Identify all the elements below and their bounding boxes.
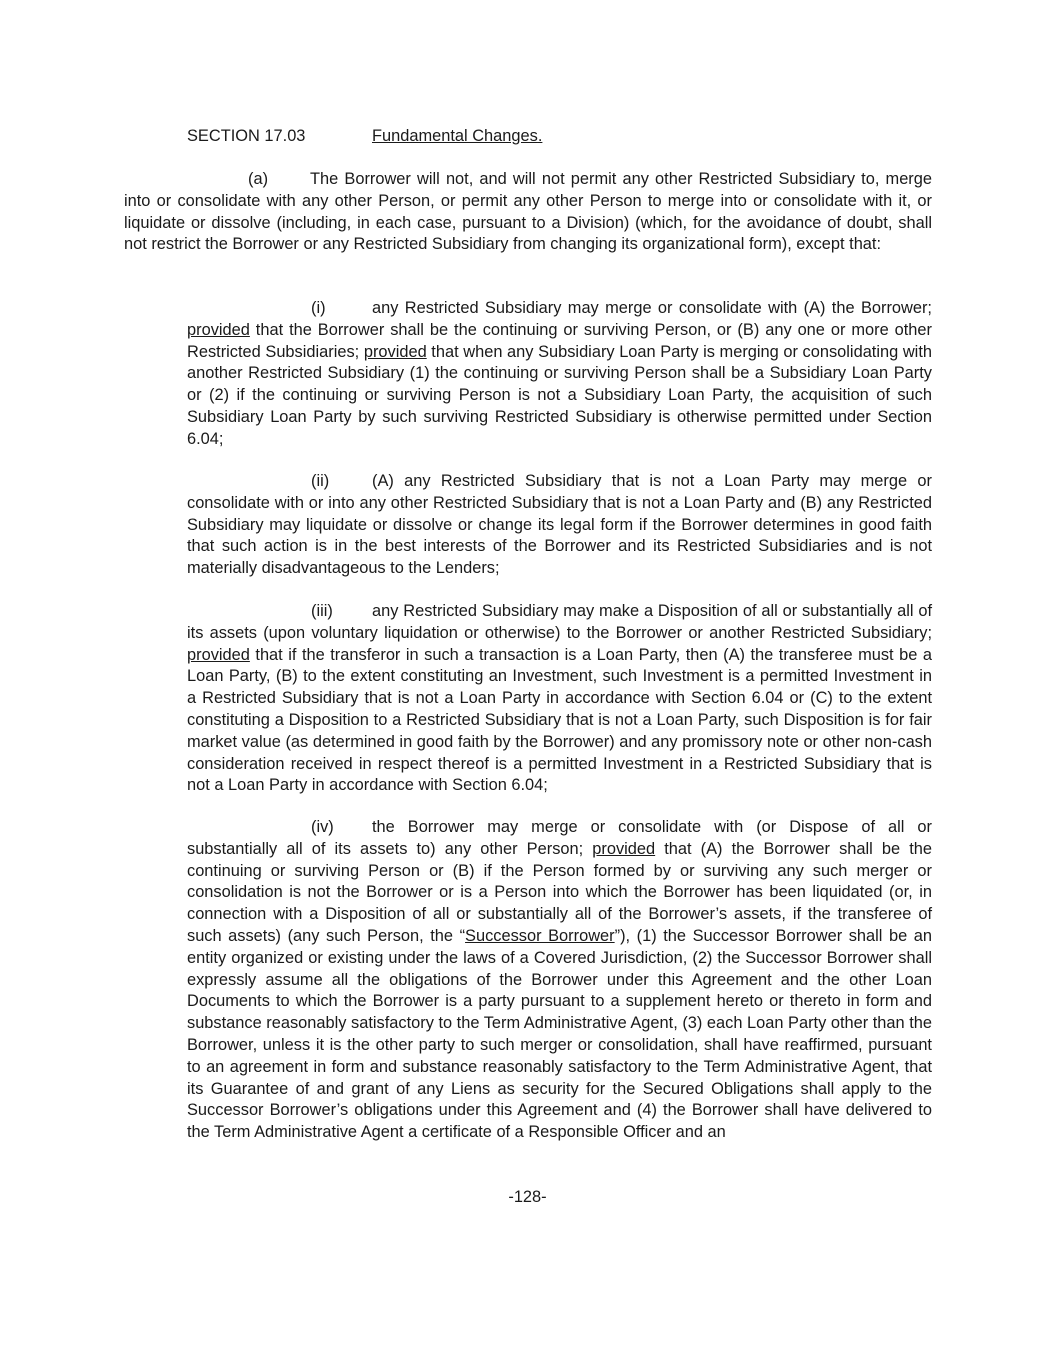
section-heading — [187, 126, 543, 148]
clause-ii — [187, 471, 932, 580]
provided-term: provided — [187, 320, 250, 339]
clause-iv-text-2: that (A) the Borrower shall be the continuing or surviving Person or (B) if the Person formed by or surviving any such merger or consolidation is not the Borrower or is a Person into which the Borrower has been liquidated (or, in connection with a Disposition of all or substantially all of the Borrower’s assets, if the transferee of such assets) (any such Person, the “ — [187, 839, 932, 945]
clause-iv-text-1: the Borrower may merge or consolidate with (or Dispose of all or substantially all of its assets to) any other Person; — [187, 818, 932, 858]
clause-i-label: (i) — [311, 299, 326, 317]
clause-i-text-3: that when any Subsidiary Loan Party is merging or consolidating with another Restricted Subsidiary (1) the continuing or surviving Person shall be a Subsidiary Loan Party or (2) if the continuing or surviving Person is not a Subsidiary Loan Party, the acquisition of such Subsidiary Loan Party by such surviving Restricted Subsidiary is otherwise permitted under Section 6.04; — [187, 342, 932, 448]
clause-iv-label: (iv) — [311, 818, 334, 836]
clause-iii-label: (iii) — [311, 602, 333, 620]
clause-iii-text-2: that if the transferor in such a transaction is a Loan Party, then (A) the transferee must be a Loan Party, (B) to the extent constituting an Investment, such Investment is a permitted Investment in a Restricted Subsidiary that is not a Loan Party in accordance with Section 6.04 or (C) to the extent constituting a Disposition to a Restricted Subsidiary that is not a Loan Party, such Disposition is for fair market value (as determined in good faith by the Borrower) and any promissory note or other non-cash consideration received in respect thereof is a permitted Investment in a Restricted Subsidiary that is not a Loan Party in accordance with Section 6.04; — [187, 645, 932, 795]
provided-term: provided — [592, 839, 656, 858]
paragraph-a — [124, 169, 932, 256]
provided-term: provided — [187, 645, 250, 664]
section-title — [372, 126, 542, 148]
paragraph-a-label: (a) — [248, 170, 269, 188]
section-title-period: . — [537, 127, 543, 145]
clause-iv-text-3: ”), (1) the Successor Borrower shall be an entity organized or existing under the laws of a Covered Jurisdiction, (2) the Successor Borrower shall expressly assume all the obligations of the Borrower under this Agreement and the other Loan Documents to which the Borrower is a party pursuant to a supplement hereto or thereto in form and substance reasonably satisfactory to the Term Administrative Agent, (3) each Loan Party other than the Borrower, unless it is the other party to such merger or consolidation, shall have reaffirmed, pursuant to an agreement in form and substance reasonably satisfactory to the Term Administrative Agent, that its Guarantee of and grant of any Liens as security for the Secured Obligations shall apply to the Successor Borrower’s obligations under this Agreement and (4) the Borrower shall have delivered to the Term Administrative Agent a certificate of a Responsible Officer and an — [187, 926, 932, 1142]
section-number: SECTION 17.03 — [187, 127, 306, 145]
clause-iii — [187, 601, 932, 797]
clause-i-text-1: any Restricted Subsidiary may merge or consolidate with (A) the Borrower; — [372, 299, 932, 317]
successor-borrower-term: Successor Borrower — [465, 926, 615, 945]
page-number: -128- — [508, 1188, 547, 1206]
clause-iv — [187, 817, 932, 1144]
clause-i — [187, 298, 932, 451]
clause-i-text-2: that the Borrower shall be the continuing or surviving Person, or (B) any one or more other Restricted Subsidiaries; — [187, 320, 932, 361]
paragraph-a-text: The Borrower will not, and will not permit any other Restricted Subsidiary to, merge into or consolidate with any other Person, or permit any other Person to merge into or consolidate with it, or liquidate or dissolve (including, in each case, pursuant to a Division) (which, for the avoidance of doubt, shall not restrict the Borrower or any Restricted Subsidiary from changing its organizational form), except that: — [124, 170, 932, 254]
provided-term: provided — [363, 342, 427, 361]
clause-ii-label: (ii) — [311, 472, 330, 490]
clause-iii-text-1: any Restricted Subsidiary may make a Disposition of all or substantially all of its assets (upon voluntary liquidation or otherwise) to the Borrower or another Restricted Subsidiary; — [187, 602, 932, 642]
section-title-text: Fundamental Changes — [372, 127, 538, 145]
clause-ii-text: (A) any Restricted Subsidiary that is not a Loan Party may merge or consolidate with or into any other Restricted Subsidiary that is not a Loan Party and (B) any Restricted Subsidiary may liquidate or dissolve or change its legal form if the Borrower determines in good faith that such action is in the best interests of the Borrower and its Restricted Subsidiaries and is not materially disadvantageous to the Lenders; — [187, 472, 932, 578]
